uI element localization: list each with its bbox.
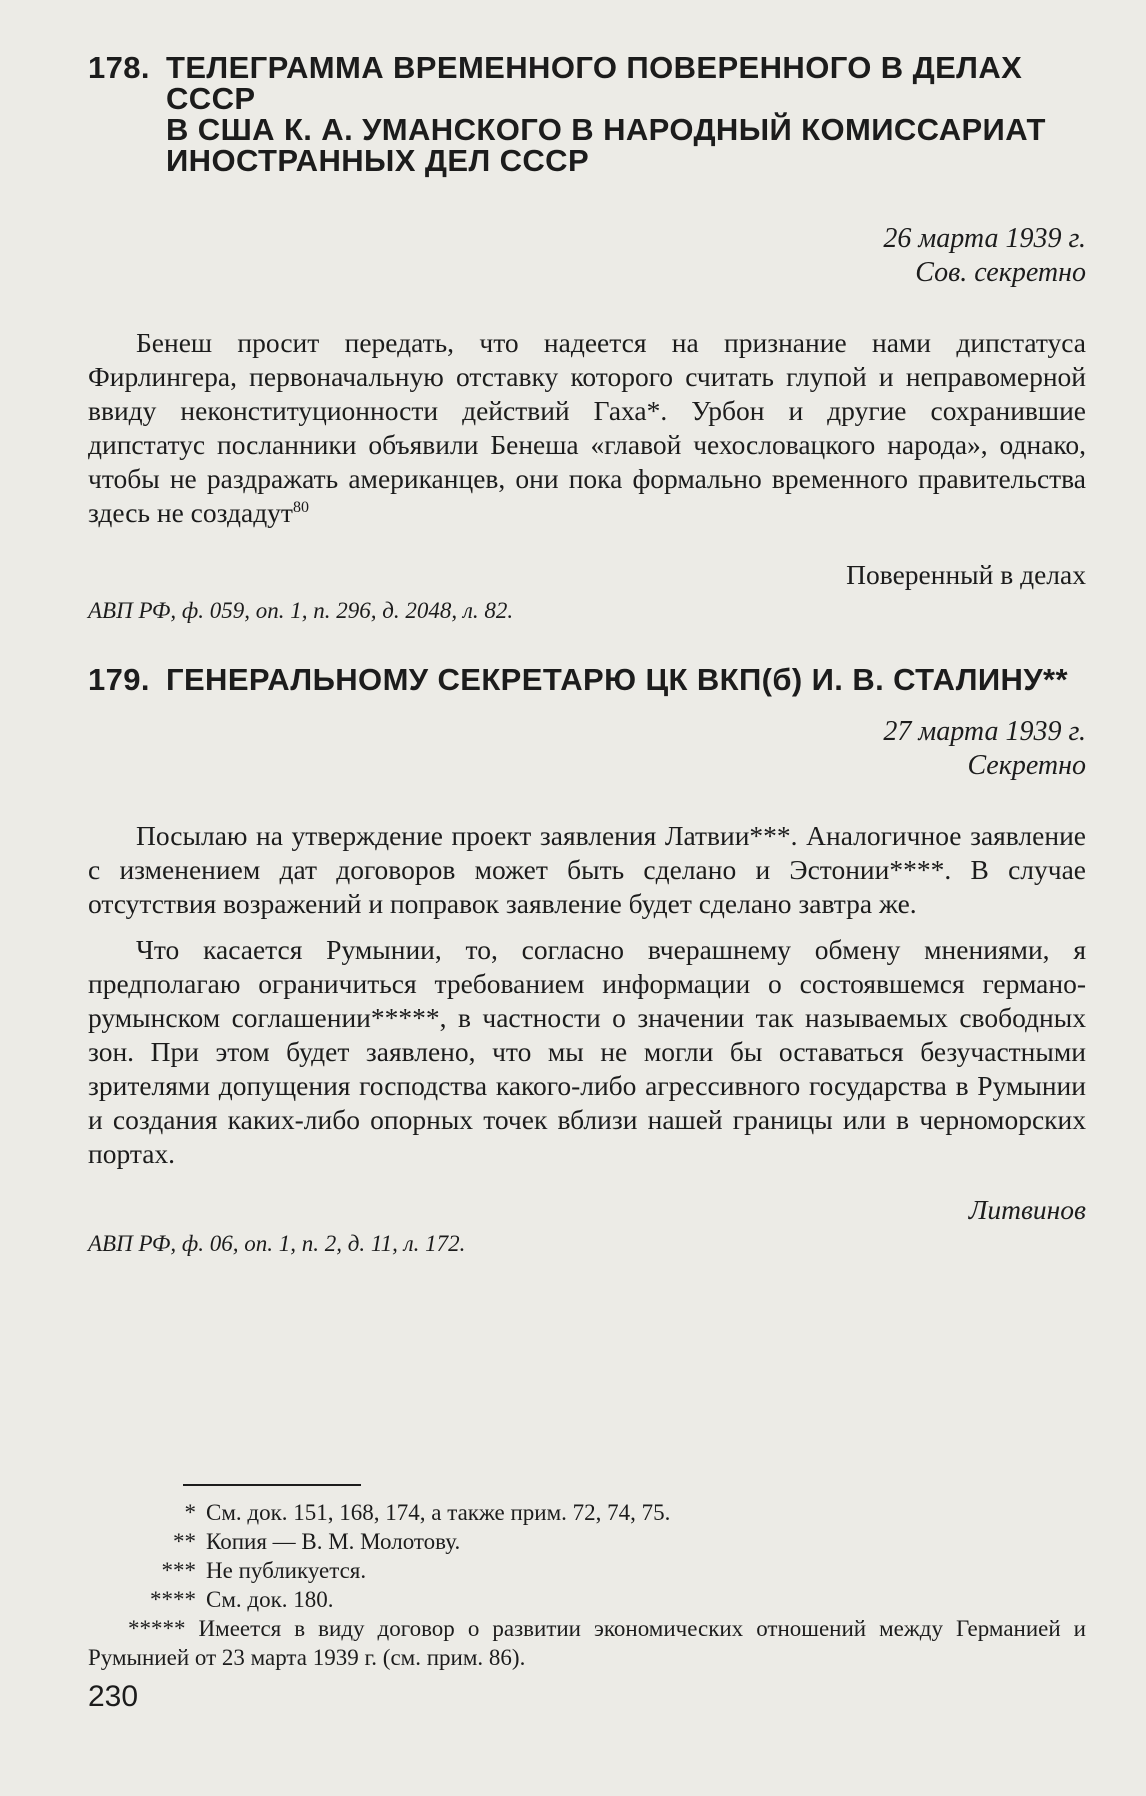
doc-178-archive-ref: АВП РФ, ф. 059, оп. 1, п. 296, д. 2048, л. 82. bbox=[88, 598, 514, 623]
footnote-2-text: Копия — В. М. Молотову. bbox=[206, 1529, 461, 1554]
footnote-4-text: См. док. 180. bbox=[206, 1587, 334, 1612]
doc-178-classification: Сов. секретно bbox=[915, 257, 1086, 288]
doc-178-body bbox=[88, 326, 1086, 530]
document-page bbox=[88, 52, 1086, 1672]
doc-178-title-line-3: ИНОСТРАННЫХ ДЕЛ СССР bbox=[166, 143, 590, 178]
doc-178-title bbox=[88, 52, 1086, 176]
footnote-3-text: Не публикуется. bbox=[206, 1558, 367, 1583]
footnote-1-text: См. док. 151, 168, 174, а также прим. 72, 74, 75. bbox=[206, 1500, 671, 1525]
page-number: 230 bbox=[88, 1680, 139, 1713]
doc-179-paragraph-2: Что касается Румынии, то, согласно вчерашнему обмену мнениями, я предполагаю ограничиться требованием информации о состоявшемся германо-румынском соглашении*****, в частности о значении так называемых свободных зон. При этом будет заявлено, что мы не могли бы оставаться безучастными зрителями допущения господства какого-либо агрессивного государства в Румынии и создания каких-либо опорных точек вблизи нашей границы или в черноморских портах. bbox=[88, 934, 1086, 1169]
doc-179-title bbox=[88, 664, 1086, 695]
footnote-3 bbox=[88, 1556, 1086, 1585]
doc-178-title-line-1: ТЕЛЕГРАММА ВРЕМЕННОГО ПОВЕРЕННОГО В ДЕЛАХ СССР bbox=[166, 50, 1023, 116]
doc-179-classification: Секретно bbox=[967, 750, 1086, 781]
footnote-4-mark: **** bbox=[150, 1587, 196, 1612]
doc-179-date: 27 марта 1939 г. bbox=[883, 716, 1086, 747]
footnote-4 bbox=[88, 1585, 1086, 1614]
doc-178-body-text: Бенеш просит передать, что надеется на признание нами дипстатуса Фирлингера, первоначальную отставку которого считать глупой и неправомерной ввиду неконституционности действий Гаха*. Урбон и другие сохранившие дипстатус посланники объявили Бенеша «главой чехословацкого народа», однако, чтобы не раздражать американцев, они пока формально временного правительства здесь не создадут bbox=[88, 327, 1086, 528]
doc-178-number: 178. bbox=[88, 50, 150, 85]
footnote-2 bbox=[88, 1527, 1086, 1556]
footnote-2-mark: ** bbox=[173, 1529, 196, 1554]
doc-178-signature: Поверенный в делах bbox=[846, 559, 1086, 590]
doc-178-note-ref: 80 bbox=[292, 498, 309, 516]
footnote-5-text: Имеется в виду договор о развитии экономических отношений между Германией и Румынией от 23 марта 1939 г. (см. прим. 86). bbox=[88, 1616, 1086, 1670]
doc-179-number: 179. bbox=[88, 662, 150, 697]
footnote-1 bbox=[88, 1498, 1086, 1527]
footnote-5 bbox=[88, 1614, 1086, 1672]
doc-179-paragraph-1: Посылаю на утверждение проект заявления Латвии***. Аналогичное заявление с изменением дат договоров может быть сделано и Эстонии****. В случае отсутствия возражений и поправок заявление будет сделано завтра же. bbox=[88, 820, 1086, 919]
doc-179-archive-ref: АВП РФ, ф. 06, оп. 1, п. 2, д. 11, л. 172. bbox=[88, 1231, 466, 1256]
doc-179-signature: Литвинов bbox=[968, 1194, 1086, 1225]
footnote-1-mark: * bbox=[184, 1500, 196, 1525]
footnote-3-mark: *** bbox=[161, 1558, 196, 1583]
doc-179-title-line: ГЕНЕРАЛЬНОМУ СЕКРЕТАРЮ ЦК ВКП(б) И. В. СТАЛИНУ** bbox=[166, 662, 1068, 697]
doc-178-date: 26 марта 1939 г. bbox=[883, 223, 1086, 254]
doc-178-title-line-2: В США К. А. УМАНСКОГО В НАРОДНЫЙ КОМИССАРИАТ bbox=[166, 112, 1046, 147]
footnote-5-mark: ***** bbox=[128, 1616, 186, 1641]
